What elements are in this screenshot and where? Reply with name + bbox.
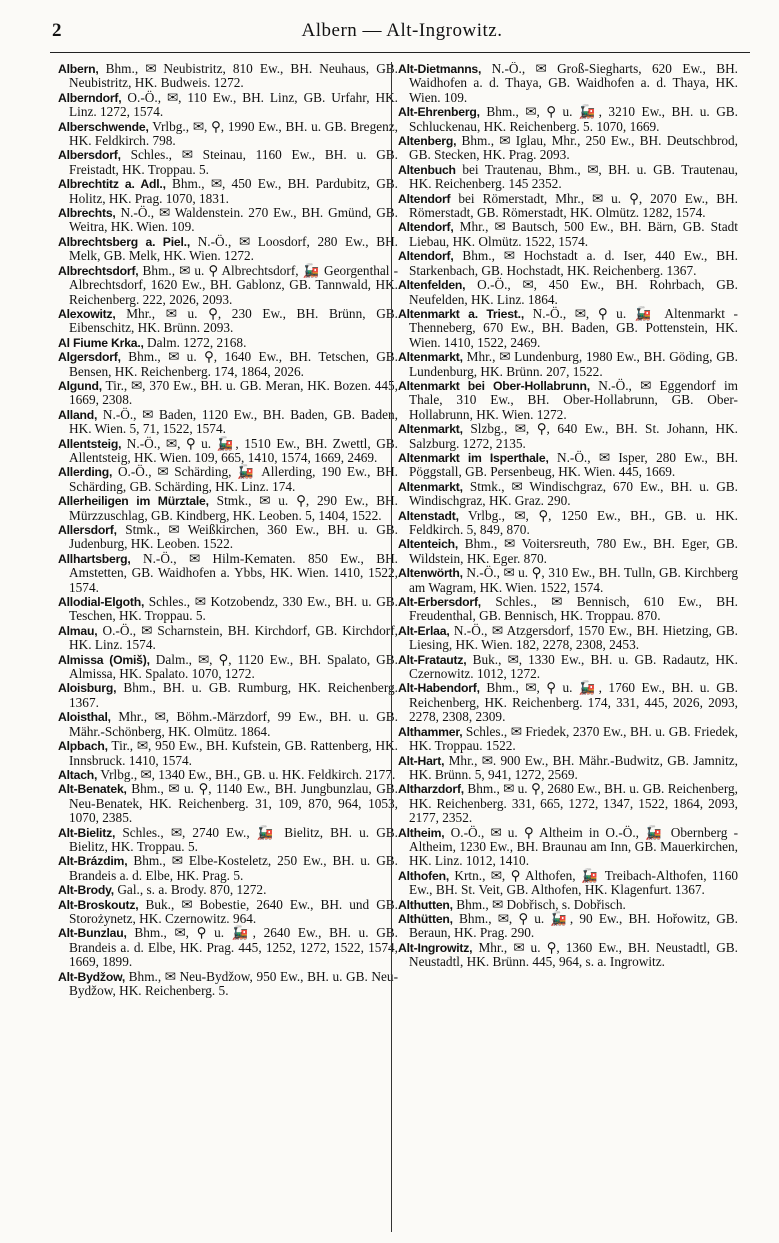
gazetteer-entry [58, 465, 398, 494]
gazetteer-entry [398, 278, 738, 307]
entry-headword: Althofen, [398, 868, 450, 883]
entry-text: Vrlbg., ✉, ⚲, 1990 Ew., BH. u. GB. Bregenz, HK. Feldkirch. 798. [69, 118, 398, 149]
gazetteer-entry [398, 653, 738, 682]
entry-text: O.-Ö., ✉, 110 Ew., BH. Linz, GB. Urfahr, HK. Linz. 1272, 1574. [69, 89, 398, 120]
entry-text: Bhm., ✉ Iglau, Mhr., 250 Ew., BH. Deutschbrod, GB. Stecken, HK. Prag. 2093. [409, 133, 738, 163]
entry-headword: Almau, [58, 623, 98, 638]
gazetteer-entry [398, 681, 738, 724]
entry-text: Schles., ✉ Kotzobendz, 330 Ew., BH. u. GB. Teschen, HK. Troppau. 5. [69, 594, 398, 624]
entry-text: Bhm., ✉, 450 Ew., BH. Pardubitz, GB. Holitz, HK. Prag. 1070, 1831. [69, 176, 398, 206]
gazetteer-entry [58, 494, 398, 523]
gazetteer-entry [398, 134, 738, 163]
entry-headword: Allerding, [58, 465, 113, 480]
gazetteer-entry [398, 566, 738, 595]
entry-headword: Althutten, [398, 897, 453, 912]
gazetteer-entry [398, 941, 738, 970]
gazetteer-entry [58, 62, 398, 91]
gazetteer-entry [398, 869, 738, 898]
entry-text: Bhm., ✉ u. ⚲ Albrechtsdorf, 🚂 Georgenthal - Albrechtsdorf, 1620 Ew., BH. Gablonz, GB. Tannwald, HK. Reichenberg. 222, 2026, 2093. [69, 262, 398, 307]
entry-text: Stmk., ✉ Windischgraz, 670 Ew., BH. u. GB. Windischgraz, HK. Graz. 290. [409, 478, 738, 509]
entry-headword: Allersdorf, [58, 523, 117, 537]
entry-text: Vrlbg., ✉, ⚲, 1250 Ew., BH., GB. u. HK. Feldkirch. 5, 849, 870. [409, 507, 738, 537]
gazetteer-entry [58, 206, 398, 235]
entry-headword: Altenbuch [398, 162, 456, 177]
entry-headword: Altenmarkt, [398, 479, 463, 494]
entry-text: Buk., ✉, 1330 Ew., BH. u. GB. Radautz, HK. Czernowitz. 1012, 1272. [409, 651, 738, 682]
entry-headword: Altach, [58, 767, 98, 782]
left-column [58, 62, 398, 1237]
gazetteer-entry [58, 768, 398, 782]
gazetteer-entry [58, 782, 398, 825]
gazetteer-entry [398, 480, 738, 509]
entry-text: Bhm., ✉, ⚲ u. 🚂, 2640 Ew., BH. u. GB. Brandeis a. d. Elbe, HK. Prag. 445, 1252, 1272, 1522, 1574, 1669, 1899. [69, 925, 398, 970]
entry-text: N.-Ö., ✉ Groß-Siegharts, 620 Ew., BH. Waidhofen a. d. Thaya, GB. Waidhofen a. d. Thaya, HK. Wien. 109. [409, 62, 738, 105]
gazetteer-entry [398, 62, 738, 105]
gazetteer-entry [398, 725, 738, 754]
gazetteer-entry [58, 148, 398, 177]
entry-text: Schles., ✉ Steinau, 1160 Ew., BH. u. GB. Freistadt, HK. Troppau. 5. [69, 147, 398, 177]
entry-text: Tir., ✉, 370 Ew., BH. u. GB. Meran, HK. Bozen. 445, 1669, 2308. [69, 377, 398, 408]
entry-text: Mhr., ✉ Bautsch, 500 Ew., BH. Bärn, GB. Stadt Liebau, HK. Olmütz. 1522, 1574. [409, 219, 738, 249]
gazetteer-entry [58, 595, 398, 624]
entry-text: Bhm., ✉ Elbe-Kosteletz, 250 Ew., BH. u. GB. Brandeis a. d. Elbe, HK. Prag. 5. [69, 853, 398, 883]
entry-text: Krtn., ✉, ⚲ Althofen, 🚂 Treibach-Althofen, 1160 Ew., BH. St. Veit, GB. Althofen, HK. Klagenfurt. 1367. [409, 867, 738, 898]
entry-headword: Altenfelden, [398, 278, 466, 293]
entry-headword: Albrechtsberg a. Piel., [58, 234, 191, 249]
entry-headword: Althütten, [398, 911, 453, 926]
entry-headword: Alt-Habendorf, [398, 681, 480, 696]
entry-text: Slzbg., ✉, ⚲, 640 Ew., BH. St. Johann, HK. Salzburg. 1272, 2135. [409, 421, 738, 451]
entry-headword: Albern, [58, 62, 99, 76]
gazetteer-entry [58, 177, 398, 206]
column-divider [391, 62, 392, 1232]
entry-text: N.-Ö., ✉ Baden, 1120 Ew., BH. Baden, GB. Baden, HK. Wien. 5, 71, 1522, 1574. [69, 406, 398, 437]
entry-text: N.-Ö., ✉ Eggendorf im Thale, 310 Ew., BH. Ober-Hollabrunn, GB. Ober-Hollabrunn, HK. Wien. 1272. [409, 377, 738, 422]
entry-text: Bhm., ✉ u. ⚲, 2680 Ew., BH. u. GB. Reichenberg, HK. Reichenberg. 331, 665, 1272, 1347, 1522, 1864, 2093, 2177, 2352. [409, 781, 738, 826]
entry-text: N.-Ö., ✉ Isper, 280 Ew., BH. Pöggstall, GB. Persenbeug, HK. Wien. 445, 1669. [409, 449, 738, 480]
gazetteer-entry [58, 624, 398, 653]
gazetteer-entry [58, 437, 398, 466]
entry-headword: Alt-Dietmanns, [398, 62, 482, 76]
entry-headword: Alexowitz, [58, 306, 116, 321]
entry-text: bei Römerstadt, Mhr., ✉ u. ⚲, 2070 Ew., BH. Römerstadt, GB. Römerstadt, HK. Olmütz. 1282, 1574. [409, 190, 738, 221]
gazetteer-entry [58, 710, 398, 739]
gazetteer-entry [398, 912, 738, 941]
entry-headword: Altenmarkt, [398, 422, 463, 437]
header-rule [50, 52, 750, 53]
entry-headword: Allentsteig, [58, 436, 122, 451]
entry-headword: Altenteich, [398, 537, 459, 552]
entry-text: Bhm., ✉, ⚲ u. 🚂, 3210 Ew., BH. u. GB. Schluckenau, HK. Reichenberg. 5. 1070, 1669. [409, 104, 738, 134]
gazetteer-entry [58, 120, 398, 149]
gazetteer-entry [58, 970, 398, 999]
entry-headword: Altenwörth, [398, 566, 463, 581]
entry-text: Bhm., ✉ u. ⚲, 1140 Ew., BH. Jungbunzlau, GB. Neu-Benatek, HK. Reichenberg. 31, 109, 870, 964, 1053, 1070, 2385. [69, 781, 398, 826]
entry-text: N.-Ö., ✉ Loosdorf, 280 Ew., BH. Melk, GB. Melk, HK. Wien. 1272. [69, 233, 398, 264]
gazetteer-entry [58, 379, 398, 408]
entry-text: N.-Ö., ✉ Hilm-Kematen. 850 Ew., BH. Amstetten, GB. Waidhofen a. Ybbs, HK. Wien. 1410, 1522, 1574. [69, 550, 398, 595]
entry-text: N.-Ö., ✉ Waldenstein. 270 Ew., BH. Gmünd, GB. Weitra, HK. Wien. 109. [69, 205, 398, 235]
entry-headword: Altendorf [398, 191, 451, 206]
entry-text: Dalm., ✉, ⚲, 1120 Ew., BH. Spalato, GB. Almissa, HK. Spalato. 1070, 1272. [69, 651, 398, 682]
entry-headword: Altendorf, [398, 220, 454, 235]
entry-headword: Aloisburg, [58, 681, 117, 696]
gazetteer-entry [398, 307, 738, 350]
entry-headword: Alt-Bunzlau, [58, 926, 127, 941]
gazetteer-entry [58, 408, 398, 437]
entry-headword: Allhartsberg, [58, 551, 131, 566]
entry-headword: Altenmarkt bei Ober-Hollabrunn, [398, 378, 590, 393]
entry-text: Mhr., ✉ Lundenburg, 1980 Ew., BH. Göding, GB. Lundenburg, HK. Brünn. 207, 1522. [409, 349, 738, 379]
entry-text: Vrlbg., ✉, 1340 Ew., BH., GB. u. HK. Feldkirch. 2177. [97, 766, 396, 782]
gazetteer-entry [58, 336, 398, 350]
gazetteer-entry [398, 624, 738, 653]
entry-text: Schles., ✉ Bennisch, 610 Ew., BH. Freudenthal, GB. Bennisch, HK. Troppau. 870. [409, 594, 738, 624]
gazetteer-entry [398, 379, 738, 422]
entry-headword: Alberschwende, [58, 119, 149, 134]
entry-headword: Algund, [58, 378, 102, 393]
gazetteer-entry [398, 105, 738, 134]
entry-text: Schles., ✉ Friedek, 2370 Ew., BH. u. GB. Friedek, HK. Troppau. 1522. [409, 723, 738, 754]
entry-text: N.-Ö., ✉, ⚲ u. 🚂 Altenmarkt - Thenneberg, 670 Ew., BH. Baden, GB. Pottenstein, HK. Wien. 1410, 1522, 2469. [409, 305, 738, 350]
entry-text: Stmk., ✉ u. ⚲, 290 Ew., BH. Mürzzuschlag, GB. Kindberg, HK. Leoben. 5, 1404, 1522. [69, 493, 398, 523]
entry-text: Stmk., ✉ Weißkirchen, 360 Ew., BH. u. GB. Judenburg, HK. Leoben. 1522. [69, 522, 398, 552]
gazetteer-entry [58, 91, 398, 120]
entry-headword: Alt-Fratautz, [398, 652, 467, 667]
gazetteer-entry [398, 163, 738, 192]
right-column [398, 62, 738, 1237]
gazetteer-entry [58, 681, 398, 710]
entry-text: Mhr., ✉ u. ⚲, 230 Ew., BH. Brünn, GB. Eibenschitz, HK. Brünn. 2093. [69, 305, 398, 336]
gazetteer-entry [58, 235, 398, 264]
gazetteer-entry [398, 782, 738, 825]
gazetteer-entry [398, 754, 738, 783]
entry-headword: Aloisthal, [58, 710, 111, 725]
page-header [52, 20, 752, 44]
gazetteer-entry [398, 826, 738, 869]
entry-text: O.-Ö., ✉ Schärding, 🚂 Allerding, 190 Ew., BH. Schärding, GB. Schärding, HK. Linz. 174. [69, 464, 398, 494]
entry-headword: Alpbach, [58, 739, 108, 754]
entry-headword: Alt-Erlaa, [398, 623, 450, 638]
entry-headword: Alland, [58, 407, 98, 422]
entry-headword: Alberndorf, [58, 90, 122, 105]
entry-text: N.-Ö., ✉ u. ⚲, 310 Ew., BH. Tulln, GB. Kirchberg am Wagram, HK. Wien. 1522, 1574. [409, 565, 738, 595]
gazetteer-entry [58, 883, 398, 897]
entry-headword: Alt-Ingrowitz, [398, 940, 473, 955]
entry-text: Bhm., ✉, ⚲ u. 🚂, 90 Ew., BH. Hořowitz, GB. Beraun, HK. Prag. 290. [409, 910, 738, 941]
entry-headword: Albersdorf, [58, 148, 121, 163]
entry-headword: Almissa (Omiš), [58, 652, 150, 667]
entry-headword: Albrechtsdorf, [58, 263, 139, 278]
gazetteer-entry [398, 509, 738, 538]
entry-text: Bhm., ✉ Voitersreuth, 780 Ew., BH. Eger, GB. Wildstein, HK. Eger. 870. [409, 536, 738, 566]
entry-text: bei Trautenau, Bhm., ✉, BH. u. GB. Trautenau, HK. Reichenberg. 145 2352. [409, 161, 738, 192]
gazetteer-entry [58, 854, 398, 883]
gazetteer-entry [398, 220, 738, 249]
entry-text: Mhr., ✉. 900 Ew., BH. Mähr.-Budwitz, GB. Jamnitz, HK. Brünn. 5, 941, 1272, 2569. [409, 752, 738, 782]
entry-headword: Alt-Erbersdorf, [398, 595, 481, 610]
entry-headword: Alt-Ehrenberg, [398, 105, 480, 120]
running-title: Albern — Alt-Ingrowitz. [301, 20, 503, 41]
entry-headword: Albrechts, [58, 206, 116, 221]
gazetteer-entry [398, 350, 738, 379]
entry-text: O.-Ö., ✉, 450 Ew., BH. Rohrbach, GB. Neufelden, HK. Linz. 1864. [409, 277, 738, 307]
gazetteer-entry [58, 826, 398, 855]
page-number: 2 [52, 20, 62, 41]
gazetteer-entry [398, 595, 738, 624]
gazetteer-entry [58, 523, 398, 552]
gazetteer-entry [398, 451, 738, 480]
gazetteer-entry [58, 653, 398, 682]
gazetteer-entry [58, 264, 398, 307]
entry-headword: Altendorf, [398, 249, 454, 264]
entry-text: Gal., s. a. Brody. 870, 1272. [114, 882, 267, 898]
entry-headword: Altenstadt, [398, 508, 459, 523]
gazetteer-entry [58, 898, 398, 927]
entry-text: O.-Ö., ✉ u. ⚲ Altheim in O.-Ö., 🚂 Obernberg - Altheim, 1230 Ew., BH. Braunau am Inn, GB. Mauerkirchen, HK. Linz. 1012, 1410. [409, 824, 738, 869]
entry-headword: Al Fiume Krka., [58, 335, 144, 350]
entry-text: O.-Ö., ✉ Scharnstein, BH. Kirchdorf, GB. Kirchdorf, HK. Linz. 1574. [69, 622, 398, 653]
entry-headword: Altenmarkt im Isperthale, [398, 450, 549, 465]
entry-text: Mhr., ✉ u. ⚲, 1360 Ew., BH. Neustadtl, GB. Neustadtl, HK. Brünn. 445, 964, s. a. Ingrowitz. [409, 939, 738, 970]
gazetteer-entry [58, 739, 398, 768]
gazetteer-entry [58, 926, 398, 969]
entry-headword: Alt-Benatek, [58, 782, 127, 797]
entry-headword: Altenmarkt, [398, 350, 463, 365]
entry-text: N.-Ö., ✉, ⚲ u. 🚂, 1510 Ew., BH. Zwettl, GB. Allentsteig, HK. Wien. 109, 665, 1410, 1574, 1669, 2469. [69, 435, 398, 465]
entry-headword: Alt-Bydžow, [58, 969, 126, 984]
entry-text: Bhm., ✉ u. ⚲, 1640 Ew., BH. Tetschen, GB. Bensen, HK. Reichenberg. 174, 1864, 2026. [69, 349, 398, 379]
gazetteer-entry [398, 249, 738, 278]
entry-text: Bhm., ✉ Neubistritz, 810 Ew., BH. Neuhaus, GB. Neubistritz, HK. Budweis. 1272. [69, 62, 398, 91]
entry-headword: Alt-Brázdim, [58, 854, 128, 869]
entry-headword: Alt-Broskoutz, [58, 897, 139, 912]
entry-text: Dalm. 1272, 2168. [143, 334, 247, 350]
gazetteer-entry [58, 552, 398, 595]
entry-text: Tir., ✉, 950 Ew., BH. Kufstein, GB. Rattenberg, HK. Innsbruck. 1410, 1574. [69, 738, 398, 768]
entry-headword: Allerheiligen im Mürztale, [58, 494, 209, 509]
entry-headword: Algersdorf, [58, 350, 121, 365]
entry-headword: Althammer, [398, 724, 463, 739]
gazetteer-entry [58, 350, 398, 379]
entry-headword: Altenberg, [398, 134, 457, 149]
entry-text: Bhm., BH. u. GB. Rumburg, HK. Reichenberg. 1367. [69, 680, 398, 710]
entry-text: Buk., ✉ Bobestie, 2640 Ew., BH. und GB. Storożynetz, HK. Czernowitz. 964. [69, 896, 398, 926]
entry-headword: Albrechtitz a. Adl., [58, 177, 166, 192]
entry-text: Bhm., ✉ Hochstadt a. d. Iser, 440 Ew., BH. Starkenbach, GB. Hochstadt, HK. Reichenberg. 1367. [409, 248, 738, 278]
entry-headword: Altheim, [398, 825, 445, 840]
entry-text: Mhr., ✉, Böhm.-Märzdorf, 99 Ew., BH. u. GB. Mähr.-Schönberg, HK. Olmütz. 1864. [69, 709, 398, 739]
entry-headword: Alt-Bielitz, [58, 825, 116, 840]
entry-headword: Altenmarkt a. Triest., [398, 306, 525, 321]
entry-headword: Allodial-Elgoth, [58, 595, 145, 610]
entry-headword: Alt-Hart, [398, 753, 445, 768]
gazetteer-entry [398, 537, 738, 566]
entry-headword: Altharzdorf, [398, 782, 464, 797]
gazetteer-entry [58, 307, 398, 336]
gazetteer-entry [398, 898, 738, 912]
gazetteer-entry [398, 422, 738, 451]
entry-text: Schles., ✉, 2740 Ew., 🚂 Bielitz, BH. u. GB. Bielitz, HK. Troppau. 5. [69, 824, 398, 854]
entry-text: Bhm., ✉ Dobřisch, s. Dobřisch. [452, 896, 626, 912]
entry-text: Bhm., ✉ Neu-Bydžow, 950 Ew., BH. u. GB. Neu-Bydžow, HK. Reichenberg. 5. [69, 968, 398, 998]
entry-headword: Alt-Brody, [58, 883, 114, 898]
entry-text: Bhm., ✉, ⚲ u. 🚂, 1760 Ew., BH. u. GB. Reichenberg, HK. Reichenberg. 174, 331, 445, 2026, 2093, 2278, 2308, 2309. [409, 680, 738, 725]
gazetteer-entry [398, 192, 738, 221]
entry-text: N.-Ö., ✉ Atzgersdorf, 1570 Ew., BH. Hietzing, GB. Liesing, HK. Wien. 182, 2278, 2308, 2453. [409, 622, 738, 653]
